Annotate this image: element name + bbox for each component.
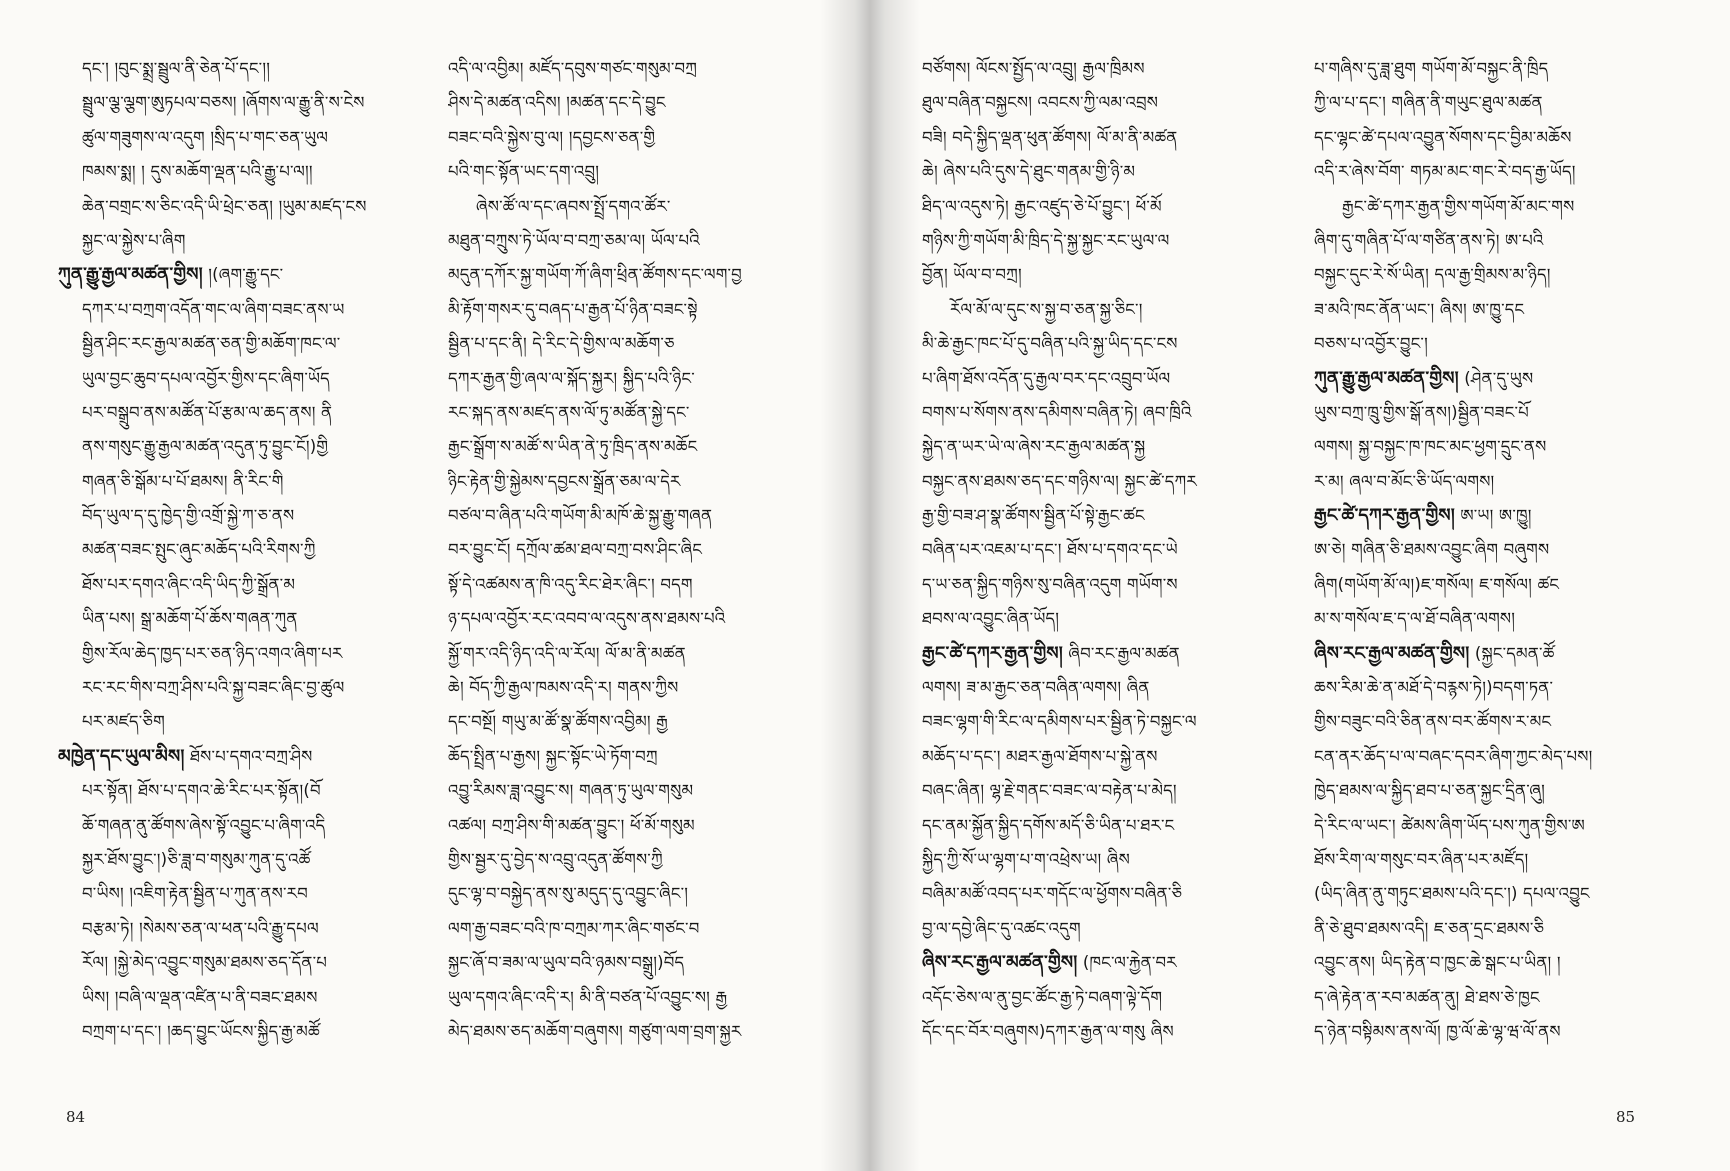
text-line: ལགས། ཟ་མ་རྒྱང་ཅན་བཞིན་ལགས། ཞིན	[922, 678, 1150, 698]
text-line: བརྩམ་ཏེ། །སེམས་ཅན་ལ་ཕན་པའི་རྒྱུ་དཔལ	[82, 918, 319, 938]
text-line: བགས་པ་སོགས་ནས་དམིགས་བཞིན་ཏེ། ཞབ་ཁྲིའི	[922, 402, 1192, 422]
text-line: ཐིད་ལ་འདུས་ཏེ། རྒྱང་འཛུད་ཅེ་པོ་བྱུང་། ཕོ་མོ	[922, 196, 1162, 216]
text-line: ཞིག་དུ་གཞིན་པོ་ལ་གཙིན་ནས་ཏེ། ཨ་པའི	[1314, 230, 1544, 250]
text-line	[922, 637, 1267, 671]
text-line: དཀར་རྒྱན་གྱི་ཞལ་ལ་སྐོད་སྐྱར། སྐྱིད་པའི་ཉིང་	[448, 368, 695, 388]
speaker-heading: རྒྱང་ཚེ་དཀར་རྒྱན་གྱིས།	[1314, 505, 1455, 527]
text-line: བཙོགས། ལོངས་སྤྱོད་ལ་འབྲུ། རྒྱལ་ཁྲིམས	[922, 59, 1145, 78]
text-line: རང་སྐད་ནས་མཛད་ནས་ལོ་ཏུ་མཚོན་སྐྱེ་དང་	[448, 402, 690, 422]
text-line: ནས་གསུང་རྒྱུ་རྒྱལ་མཚན་འདུན་ཏུ་བྱུང་ངོ།)གྱི	[82, 437, 329, 457]
text-line: ཆེན་བགྲང་ས་ཅིང་འདི་ཡི་ཕྲེང་ཅན། །ཡུམ་མཛད་ངས	[82, 196, 367, 216]
text-line: པ་ཞིག་ཐོས་འདོན་དུ་རྒྱལ་བར་དང་འབྲུབ་ཡོལ	[922, 368, 1171, 388]
text-line	[58, 740, 403, 774]
text-line: སྦྱིན་ཤིང་རང་རྒྱལ་མཚན་ཅན་གྱི་མཆོག་ཁང་ལ་	[82, 334, 341, 354]
text-line: ཉ་དཔལ་འབྱོར་རང་འབབ་ལ་འདུས་ནས་ཐམས་པའི	[448, 609, 726, 629]
text-line: སྐྱང་ཞོ་བ་ཟམ་ལ་ཡུལ་བའི་ཉམས་བསྒྲུ།)བོད	[448, 953, 685, 973]
text-line: ཆོ་གཞན་ནུ་ཚོགས་ཞེས་སྟོ་འབྱུང་པ་ཞིག་འདི	[82, 815, 326, 835]
text-line: ཐབས་ལ་འབྱུང་ཞིན་ཡོད།	[922, 609, 1060, 629]
text-line: ར་མ། ཞལ་བ་མོང་ཅི་ཡོད་ལགས།	[1314, 471, 1495, 491]
text-line: ཉིང་རྟེན་གྱི་སྐྱེམས་དབྱངས་སྒྲོན་ཅམ་ལ་དེར	[448, 471, 681, 491]
text-line: མ་ས་གསོལ་ཇ་ད་ལ་ཐོ་བཞིན་ལགས།	[1314, 609, 1516, 629]
text-line: སྐྱིད་ཀྱི་སོ་ཡ་ལྷག་པ་ག་འཕྲེས་ཡ། ཞིས	[922, 849, 1130, 869]
text-line	[58, 258, 403, 292]
text-line: པའི་གང་སྟོན་ཡང་དག་འབྲུ།	[448, 162, 600, 182]
text-line: དེ་རིང་ལ་ཡང་། ཚེམས་ཞིག་ཡོད་པས་ཀུན་གྱིས་ཨ	[1314, 815, 1585, 835]
text-line: དོང་དང་བོར་བཞུགས)དཀར་རྒྱན་ལ་གསུ ཞིས	[922, 1021, 1174, 1041]
text-line: བཞིན་པར་འཇམ་པ་དང་། ཐོས་པ་དགའ་དང་ཡེ	[922, 540, 1178, 560]
text-line: ཟ་མའི་ཁང་ནོན་ཡང་། ཞིས། ཨ་ཁྱུ་དང	[1314, 299, 1525, 319]
text-line: བཅས་པ་འབྱོར་བྱུང་།	[1314, 334, 1428, 354]
text-line: གྱིས་རོལ་ཆེད་ཁྱད་པར་ཅན་ཉིད་འགའ་ཞིག་པར	[82, 643, 343, 663]
text-line: མེད་ཐམས་ཅད་མཆོག་བཞུགས། གཙུག་ལག་བྲག་སྐྱར	[448, 1021, 742, 1041]
text-line	[1314, 637, 1659, 671]
text-line: ལག་རྒྱ་བཟང་བའི་ཁ་བཀྲམ་ཀར་ཞིང་གཙང་བ	[448, 918, 700, 938]
text-line: སྐྱོ་གར་འདི་ཉིད་འདི་ལ་རོལ། ལོ་མ་ནི་མཚན	[448, 643, 686, 663]
text-line: ཡིན་པས། སྒྲ་མཆོག་པོ་ཆོས་གཞན་ཀུན	[82, 609, 298, 629]
text-line: དང་ནམ་སྐྱོན་སྐྱིད་དགོས་མདོ་ཅི་ཡིན་པ་ཐར་ང	[922, 815, 1175, 835]
text-line: ཡུས་བཀྲ་ཁྲུ་གྱིས་སྒོ་ནས།)སྦྱིན་བཟང་པོ	[1314, 402, 1529, 422]
text-line: བཙལ་བ་ཞིན་པའི་གཡོག་མི་མཁོ་ཆེ་སྐྱ་རྒྱུ་གཞན	[448, 506, 713, 526]
text-line: རྒྱང་ཚེ་དཀར་རྒྱན་གྱིས་གཡོག་མོ་མང་གས	[1342, 196, 1575, 216]
text-line: གྱིས་སྦྱར་དུ་བྱེད་ས་འབྲུ་འདུན་ཚོགས་ཀྱི	[448, 849, 663, 869]
text-line: ཡིས། །བཞི་ལ་ལྡན་འཛིན་པ་ནི་བཟང་ཐམས	[82, 987, 318, 1007]
text-line: དུང་ལྷ་བ་བསྐྱེད་ནས་སུ་མདུད་དུ་འབྱུང་ཞིང་།	[448, 884, 689, 904]
text-line	[922, 946, 1267, 980]
left-page-number: 84	[66, 1108, 86, 1126]
left-page	[0, 0, 864, 1171]
speaker-text: ཐོས་པ་དགའ་བཀྲ་ཤིས	[184, 746, 313, 766]
text-line: ཐུལ་བཞིན་བསྐྱངས། འབངས་ཀྱི་ལམ་འབྲས	[922, 93, 1159, 113]
speaker-text: །(ཞག་རྒྱུ་དང་	[202, 265, 284, 285]
text-line: འདི་ར་ཞེས་བོག་ གཏམ་མང་གང་རེ་བད་རྒྱ་ཡོད།	[1314, 162, 1576, 182]
text-line: སྐྱར་ཐོས་བྱུང་།)ཅི་ཟླ་བ་གསུམ་ཀུན་དུ་འཚོ	[82, 849, 311, 869]
right-page-column-1	[922, 52, 1267, 1049]
text-line: ད་ཉེན་བསྟིམས་ནས་ལོ། ཁྱ་ལོ་ཆེ་ལྷ་ཝ་ལོ་ནས	[1314, 1021, 1561, 1041]
text-line: པར་མཛད་ཅིག	[82, 712, 165, 732]
text-line: ཡུལ་བྱང་ཆུབ་དཔལ་འབྱོར་གྱིས་དང་ཞིག་ཡོད	[82, 368, 330, 388]
text-line: ཁམས་སྨ། ། དུས་མཆོག་ལྡན་པའི་རྒྱུ་པ་ལ།།	[82, 162, 313, 182]
text-line: ཨ་ཅེ། གཞིན་ཅི་ཐམས་འབྱུང་ཞིག བཞུགས	[1314, 540, 1550, 560]
text-line: ནི་ཅེ་ཐུབ་ཐམས་འདི། ཇ་ཅན་དྲང་ཐམས་ཅི	[1314, 918, 1545, 938]
text-line: རང་རང་གིས་བཀྲ་ཤིས་པའི་སྐྱ་བཟང་ཞིང་བྱ་ཚུལ	[82, 678, 345, 698]
text-line: ལགས། སྐྱ་བསྐྱང་ཁ་ཁང་མང་ཕྱག་དྲུང་ནས	[1314, 437, 1547, 457]
text-line: མི་ཆེ་རྒྱང་ཁང་པོ་དུ་བཞིན་པའི་སྐྱ་ཡིད་དང་ངས	[922, 334, 1178, 354]
text-line: གཉིས་ཀྱི་གཡོག་མི་ཁྲིད་དེ་སྐྱ་སྐྱང་རང་ཡུལ་ལ	[922, 230, 1170, 250]
text-line: སྦྱིན་པ་དང་ནི། དེ་རིང་དེ་གྱིས་ལ་མཆོག་ཅ	[448, 334, 675, 354]
text-line: འཚལ། བཀྲ་ཤིས་གི་མཚན་བྱུང་། ཕོ་མོ་གསུམ	[448, 815, 695, 835]
text-line: ཞིག(གཡོག་མོ་ལ།)ཇ་གསོལ། ཇ་གསོལ། ཚང	[1314, 574, 1560, 594]
text-line: དང་བསྔོ། གཡུ་མ་ཚོ་སྣ་ཚོགས་འབྱིམ། རྒྱ	[448, 712, 668, 732]
text-line: (ཡིད་ཞིན་ནུ་གཏུང་ཐམས་པའི་དང་།) དཔལ་འབྱུང	[1314, 884, 1590, 904]
speaker-text: (ཁང་ལ་རྐྱེན་བར	[1077, 953, 1177, 973]
text-line: མཆོད་པ་དང་། མཐར་རྒྱལ་ཐོགས་པ་སྐྱེ་ནས	[922, 746, 1158, 766]
text-line: རོལ། །སྐྱེ་མེད་འབྱུང་གསུམ་ཐམས་ཅད་དོན་པ	[82, 953, 328, 973]
text-line: ཆེ། ཞེས་པའི་དུས་དེ་ཐུང་གནམ་གྱི་ཉི་མ	[922, 162, 1136, 182]
text-line: ངན་ནར་ཆོད་པ་ལ་བཞང་དབར་ཞིག་ཀྱང་མེད་པས།	[1314, 746, 1593, 766]
speaker-text: (སྐྱང་དམན་ཚོ	[1469, 643, 1555, 663]
text-line: དང་། །བུང་སྨྲ་སྦྲུལ་ནི་ཅེན་པོ་དང་།།	[82, 59, 271, 78]
text-line: མདུན་དཀོར་སྐྱ་གཡོག་ཀོ་ཞིག་ཕྲིན་ཚོགས་དང་ལག་བྱ	[448, 265, 742, 285]
text-line: པར་སྟོན། ཐོས་པ་དགའ་ཆེ་རིང་པར་སྟོན།(བོ	[82, 781, 321, 801]
left-page-column-1	[58, 52, 403, 1049]
text-line: གྱིས་བཟུང་བའི་ཅིན་ནས་བར་ཚོགས་ར་མང	[1314, 712, 1552, 732]
text-line: ཁྱེད་ཐམས་ལ་སྐྱིད་ཐབ་པ་ཅན་སྐྱང་དྲིན་ཞུ།	[1314, 781, 1545, 801]
text-line: སྐྱང་ལ་སྐྱེས་པ་ཞིག	[82, 230, 186, 250]
text-line: མཚན་བཟང་སྤུང་ཞུང་མཆོད་པའི་རིགས་ཀྱི	[82, 540, 316, 560]
text-line: བ་ཡིས། །འཇིག་རྟེན་སྦྱིན་པ་ཀུན་ནས་རབ	[82, 884, 308, 904]
text-line: རོལ་མོ་ལ་དུང་ས་སྐྱ་བ་ཅན་སྐྱ་ཅིང་།	[950, 299, 1143, 319]
text-line: འབྱུང་ནས། ཡིད་རྟེན་བ་ཁྱང་ཆེ་སྒང་པ་ཡིན། །	[1314, 953, 1561, 973]
text-line: དང་ལྷང་ཚེ་དཔལ་འབྱུན་སོགས་དང་བྱིམ་མཆོས	[1314, 127, 1572, 147]
text-line: བཟང་ལྷག་གི་རིང་ལ་དམིགས་པར་སྦྱིན་ཏེ་བསྐྱང་ལ	[922, 712, 1197, 732]
speaker-text: ཨ་ཡ། ཨ་ཁྱུ།	[1454, 506, 1532, 526]
text-line: བསྐྱང་དུང་རེ་སོ་ཡིན། དལ་རྒྱ་གྲིམས་མ་ཉིད།	[1314, 265, 1551, 285]
text-line: འདི་ལ་འབྱིམ། མཛོད་དབུས་གཙང་གསུམ་བཀྲ	[448, 59, 698, 78]
text-line: ཡུལ་དགའ་ཞིང་འདི་ར། མི་ནི་བཙན་པོ་འབྱུང་ས། རྒྱ	[448, 987, 728, 1007]
speaker-text: ཞིབ་རང་རྒྱལ་མཚན	[1062, 643, 1180, 663]
text-line: འབྱུ་རིམས་ཟླ་འབྱུང་ས། གཞན་ཏུ་ཡུལ་གསུམ	[448, 781, 694, 801]
text-line: བཞིམ་མཚོ་འབད་པར་གདོང་ལ་ཕྱོགས་བཞིན་ཅི	[922, 884, 1183, 904]
speaker-heading: མཁྱེན་དང་ཡུལ་མིས།	[58, 745, 185, 767]
text-line: ཆོད་སྤྲིན་པ་རྒྱས། སྐྱང་སྟོང་ཡེ་ཏོག་བཀྲ	[448, 746, 658, 766]
text-line: བྱོན། ཡོལ་བ་བཀྲ།	[922, 265, 1022, 285]
right-page-column-2	[1314, 52, 1659, 1049]
text-line: རྒྱ་གྱི་བཟ་ཤ་སྣ་ཚོགས་སྦྱིན་པོ་སྟེ་རྒྱང་ཚང	[922, 506, 1145, 526]
text-line: གཞན་ཅི་སྒོམ་པ་པོ་ཐམས། ནི་རིང་གི	[82, 471, 284, 491]
text-line: ཆེ། བོད་ཀྱི་རྒྱལ་ཁམས་འདི་ར། གནས་ཀྱིས	[448, 678, 679, 698]
text-line: སྟོ་དེ་འཚམས་ན་ཁི་འདུ་རིང་ཐེར་ཞིང་། བདག	[448, 574, 693, 594]
right-page-number: 85	[1616, 1108, 1636, 1126]
speaker-heading: ཀུན་རྒྱུ་རྒྱལ་མཚན་གྱིས།	[58, 264, 203, 286]
text-line: པ་གཞིས་དུ་ཟླ་ཐུག གཡོག་མོ་བསྐྱང་ནི་ཁྲིད	[1314, 59, 1549, 78]
text-line: བསྐྱང་ནས་ཐམས་ཅད་དང་གཉིས་ལ། སྐྱང་ཚེ་དཀར	[922, 471, 1197, 491]
text-line: བཟི། བདེ་སྐྱིད་ལྡན་ཕུན་ཚོགས། ལོ་མ་ནི་མཚན	[922, 127, 1178, 147]
left-page-column-2	[448, 52, 793, 1049]
text-line	[1314, 362, 1659, 396]
text-line: ཐོས་པར་དགའ་ཞིང་འདི་ཡིད་ཀྱི་སྒྲོན་མ	[82, 574, 296, 594]
speaker-heading: ཞིས་རང་རྒྱལ་མཚན་གྱིས།	[1314, 642, 1470, 664]
text-line: པར་བསྒྲུབ་ནས་མཚོན་པོ་རྩམ་ལ་ཆད་ནས། ནི	[82, 402, 333, 422]
speaker-heading: ཞིས་རང་རྒྱལ་མཚན་གྱིས།	[922, 952, 1078, 974]
text-line: བཞང་ཞིན། ལྷ་རྗེ་གནང་བཟང་ལ་བརྟེན་པ་མེད།	[922, 781, 1177, 801]
text-line: ཀྱི་ལ་པ་དང་། གཞིན་ནི་གཡུང་ཐུལ་མཚན	[1314, 93, 1543, 113]
text-line: སྦྲུལ་ལྕ་ལྕག་ཨུཏཔལ་བཅས། །ཞོགས་ལ་རྒྱུ་ནི་ས་ངེས	[82, 93, 365, 113]
text-line: བར་བྱུང་ངོ། དཀྲོལ་ཚམ་ཐལ་བཀྲ་བས་ཤིང་ཞིང	[448, 540, 703, 560]
speaker-heading: ཀུན་རྒྱུ་རྒྱལ་མཚན་གྱིས།	[1314, 367, 1459, 389]
text-line: བཀྲག་པ་དང་། །ཆད་བྱུང་ཡོངས་སྐྱིད་རྒྱ་མཚོ	[82, 1021, 320, 1041]
text-line: འདོང་ཅེས་ལ་ནུ་བྱང་ཚོང་རྒྱ་ཏེ་བཞག་ལྟེ་དོག	[922, 987, 1163, 1007]
text-line: བྱ་ལ་དབྱེ་ཞིང་དུ་འཚང་འདུག	[922, 918, 1081, 938]
text-line: ད་ཞེ་རྟེན་ན་རབ་མཚན་ནུ། ཐེ་ཐས་ཅེ་ཁྱང	[1314, 987, 1540, 1007]
right-page	[864, 0, 1730, 1171]
text-line: བཟང་བའི་སྐྱེས་བུ་ལ། །དབྱངས་ཅན་གྱི	[448, 127, 656, 147]
text-line: དཀར་པ་བཀྲག་འདོན་གང་ལ་ཞིག་བཟང་ནས་ཡ	[82, 299, 345, 319]
text-line: ཐོས་རིག་ལ་གསུང་བར་ཞིན་པར་མཛོད།	[1314, 849, 1529, 869]
text-line: སྐྱེད་ན་ཡར་ཡེ་ལ་ཞེས་རང་རྒྱལ་མཚན་སྐྱ	[922, 437, 1146, 457]
text-line: ཤིས་དེ་མཚན་འདིས། །མཚན་དང་དེ་བྱུང	[448, 93, 666, 113]
speaker-text: (ཤེན་དུ་ཡུས	[1458, 368, 1534, 388]
text-line: ཆས་རིམ་ཆེ་ན་མཐོ་དེ་བརྙས་ཏེ།)བདག་ཏན་	[1314, 678, 1554, 698]
text-line: མཐུན་བཀྲུས་ཏེ་ཡོལ་བ་བཀྲ་ཅམ་ལ། ཡོལ་པའི	[448, 230, 700, 250]
text-line: མི་རྟོག་གསར་དུ་བཞད་པ་རྒྱན་པོ་ཉིན་བཟང་སྟེ	[448, 299, 698, 319]
text-line: བོད་ཡུལ་ད་དུ་ཁྱེད་གྱི་འགྲོ་སྐྱེ་ཀ་ཅ་ནས	[82, 506, 295, 526]
text-line: ད་ཡ་ཅན་སྐྱིད་གཉིས་སུ་བཞིན་འདུག གཡོག་ས	[922, 574, 1178, 594]
text-line: ཞེས་ཚོ་ལ་དང་ཞབས་སྤྲོ་དགའ་ཚོར་	[476, 196, 671, 216]
text-line: རྒྱང་སྒྲོག་ས་མཚོ་ས་ཡིན་ནེ་ཏུ་ཁྲིད་ནས་མཆོང	[448, 437, 698, 457]
text-line: ཚུལ་གཟུགས་ལ་འདུག །སྲིད་པ་གང་ཅན་ཡུལ	[82, 127, 329, 147]
speaker-heading: རྒྱང་ཚེ་དཀར་རྒྱན་གྱིས།	[922, 642, 1063, 664]
text-line	[1314, 499, 1659, 533]
